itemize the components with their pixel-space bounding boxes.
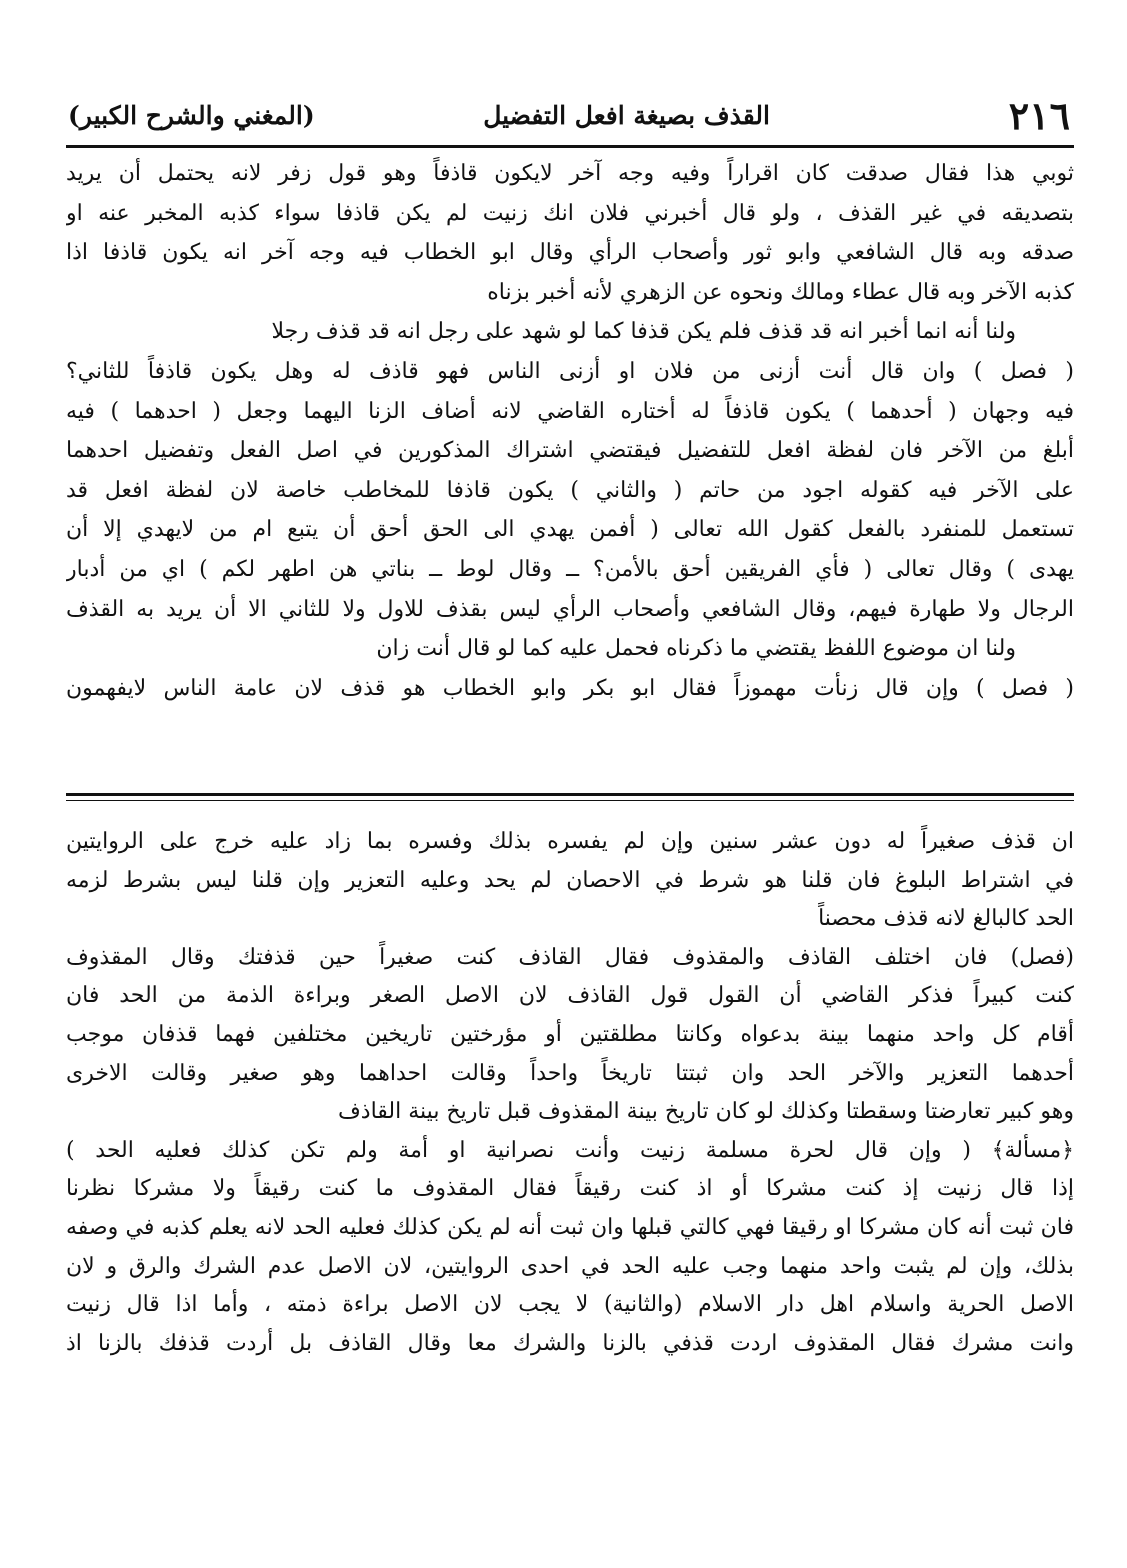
text-line: فيه وجهان ( أحدهما ) يكون قاذفاً له أختاره القاضي لانه أضاف الزنا اليهما وجعل ( احدهما ) فيه <box>66 398 1074 424</box>
section-divider-thin <box>66 800 1074 801</box>
page-number: ٢١٦ <box>1008 93 1070 138</box>
text-line: (فصل) فان اختلف القاذف والمقذوف فقال القاذف كنت صغيراً حين قذفتك وقال المقذوف <box>66 944 1074 970</box>
commentary-text-block <box>66 823 1074 1363</box>
text-line: صدقه وبه قال الشافعي وابو ثور وأصحاب الرأي وقال ابو الخطاب فيه وجه آخر انه يكون قاذفا اذا <box>66 240 1074 266</box>
text-line: ﴿مسألة﴾ ( وإن قال لحرة مسلمة زنيت وأنت نصرانية او أمة ولم تكن كذلك فعليه الحد ) <box>66 1137 1074 1163</box>
text-line: على الآخر فيه كقوله اجود من حاتم ( والثاني ) يكون قاذفا للمخاطب خاصة لان لفظة افعل قد <box>66 477 1074 503</box>
text-line: وانت مشرك فقال المقذوف اردت قذفي بالزنا والشرك معا وقال القاذف بل أردت قذفك بالزنا اذ <box>66 1330 1074 1356</box>
text-line: ثوبي هذا فقال صدقت كان اقراراً وفيه وجه آخر لايكون قاذفاً وهو قول زفر لانه يحتمل أن يريد <box>66 161 1074 186</box>
header-rule <box>66 145 1074 148</box>
text-line: ولنا أنه انما أخبر انه قد قذف فلم يكن قذفا كما لو شهد على رجل انه قد قذف رجلا <box>271 319 1016 345</box>
text-line: الرجال ولا طهارة فيهم، وقال الشافعي وأصحاب الرأي ليس بقذف للاول ولا للثاني الا أن يريد به القذف <box>66 596 1074 622</box>
text-line: في اشتراط البلوغ فان قلنا هو شرط في الاحصان لم يحد وعليه التعزير وإن قلنا ليس بشرط لزمه <box>66 867 1074 893</box>
text-line: الاصل الحرية واسلام اهل دار الاسلام (والثانية) لا يجب لان الاصل براءة ذمته ، وأما اذا قال زنيت <box>66 1292 1074 1318</box>
text-line: تستعمل للمنفرد بالفعل كقول الله تعالى ( أفمن يهدي الى الحق أحق أن يتبع ام من لايهدي إلا أن <box>66 517 1074 543</box>
main-text-block <box>66 154 1074 708</box>
book-title: (المغني والشرح الكبير) <box>68 101 315 130</box>
text-line: أبلغ من الآخر فان لفظة افعل للتفضيل فيقتضي اشتراك المذكورين في اصل الفعل وتفضيل احدهما <box>66 438 1074 464</box>
text-line: أقام كل واحد منهما بينة بدعواه وكانتا مطلقتين أو مؤرختين تاريخين مختلفين فهما قذفان موجب <box>66 1021 1074 1047</box>
text-line: ( فصل ) وان قال أنت أزنى من فلان او أزنى الناس فهو قاذف له وهل يكون قاذفاً للثاني؟ <box>66 358 1074 384</box>
text-line: بذلك، وإن لم يثبت واحد منهما وجب عليه الحد في احدى الروايتين، لان الاصل عدم الشرك والرق و لان <box>66 1253 1074 1279</box>
text-line: ( فصل ) وإن قال زنأت مهموزاً فقال ابو بكر وابو الخطاب هو قذف لان عامة الناس لايفهمون <box>66 675 1074 701</box>
text-line: كنت كبيراً فذكر القاضي أن القول قول القاذف لان الاصل الصغر وبراءة الذمة من الحد فان <box>66 983 1074 1009</box>
section-divider <box>66 793 1074 796</box>
page-header <box>68 92 1070 140</box>
text-line: الحد كالبالغ لانه قذف محصناً <box>818 906 1074 932</box>
text-line: ولنا ان موضوع اللفظ يقتضي ما ذكرناه فحمل عليه كما لو قال أنت زان <box>376 636 1016 662</box>
text-line: أحدهما التعزير والآخر الحد وان ثبتتا تاريخاً واحداً وقالت احداهما وهو صغير وقالت الاخرى <box>66 1060 1074 1086</box>
text-line: كذبه الآخر وبه قال عطاء ومالك ونحوه عن الزهري لأنه أخبر بزناه <box>487 279 1074 305</box>
text-line: فان ثبت أنه كان مشركا او رقيقا فهي كالتي قبلها وان ثبت أنه لم يكن كذلك فعليه الحد لانه يعلم كذبه في وصفه <box>66 1214 1074 1240</box>
text-line: ان قذف صغيراً له دون عشر سنين وإن لم يفسره بذلك وفسره بما زاد عليه خرج على الروايتين <box>66 829 1074 854</box>
text-line: يهدى ) وقال تعالى ( فأي الفريقين أحق بالأمن؟ ــ وقال لوط ــ بناتي هن اطهر لكم ) اي من أدبار <box>66 556 1074 582</box>
text-line: إذا قال زنيت إذ كنت مشركا أو اذ كنت رقيقاً فقال المقذوف ما كنت رقيقاً ولا مشركا نظرنا <box>66 1176 1074 1202</box>
section-title: القذف بصيغة افعل التفضيل <box>483 101 770 130</box>
text-line: بتصديقه في غير القذف ، ولو قال أخبرني فلان انك زنيت لم يكن قاذفا سواء كذبه المخبر عنه او <box>66 200 1074 226</box>
text-line: وهو كبير تعارضتا وسقطتا وكذلك لو كان تاريخ بينة المقذوف قبل تاريخ بينة القاذف <box>338 1099 1074 1125</box>
